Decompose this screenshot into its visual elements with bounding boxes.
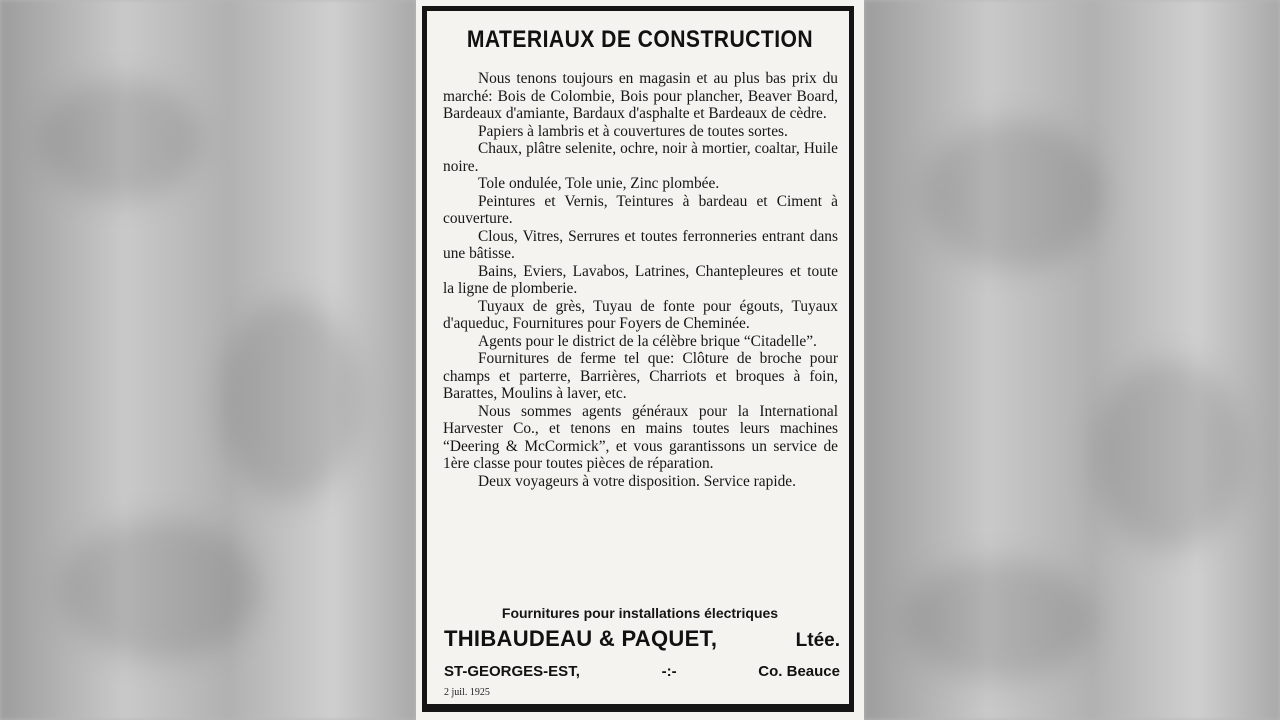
paragraph-papers: Papiers à lambris et à couvertures de toutes sortes. xyxy=(478,122,788,140)
paragraph-travelers: Deux voyageurs à votre disposition. Service rapide. xyxy=(478,472,796,490)
paragraph-brick-agents: Agents pour le district de la célèbre brique “Citadelle”. xyxy=(478,332,817,350)
paragraph-paints: Peintures et Vernis, Teintures à bardeau et Ciment à couverture. xyxy=(443,192,838,227)
company-line xyxy=(444,626,840,652)
address-line xyxy=(444,663,840,680)
electrical-supplies-line: Fournitures pour installations électriques xyxy=(501,605,779,621)
paragraph-sheet-metal: Tole ondulée, Tole unie, Zinc plombée. xyxy=(478,175,720,192)
paragraph-plumbing: Bains, Eviers, Lavabos, Latrines, Chantepleures et toute la ligne de plomberie. xyxy=(443,262,838,297)
paragraph-lime: Chaux, plâtre selenite, ochre, noir à mortier, coaltar, Huile noire. xyxy=(443,140,838,175)
paragraph-materials: Nous tenons toujours en magasin et au plus bas prix du marché: Bois de Colombie, Bois pour plancher, Beaver Board, Bardeaux d'amiante, Bardaux d'asphalte et Bardeaux de cèdre. xyxy=(443,70,838,122)
newspaper-clipping xyxy=(416,0,864,720)
blurred-background-left xyxy=(0,0,416,720)
paragraph-hardware: Clous, Vitres, Serrures et toutes ferronneries entrant dans une bâtisse. xyxy=(443,227,838,262)
paragraph-harvester: Nous sommes agents généraux pour la International Harvester Co., et tenons en mains toutes leurs machines “Deering & McCormick”, et vous garantissons un service de 1ère classe pour toutes pièces de réparation. xyxy=(443,402,838,472)
location: ST-GEORGES-EST, xyxy=(444,663,580,680)
ad-title: MATERIAUX DE CONSTRUCTION xyxy=(466,26,814,53)
county: Co. Beauce xyxy=(758,663,840,680)
blurred-background-right xyxy=(864,0,1280,720)
ad-body xyxy=(443,70,838,490)
separator: -:- xyxy=(661,663,677,680)
paragraph-farm-supplies: Fournitures de ferme tel que: Clôture de broche pour champs et parterre, Barrières, Charriots et broques à foin, Barattes, Moulins à laver, etc. xyxy=(443,350,838,402)
company-name: THIBAUDEAU & PAQUET, xyxy=(444,626,718,651)
paragraph-pipes: Tuyaux de grès, Tuyau de fonte pour égouts, Tuyaux d'aqueduc, Fournitures pour Foyers de Cheminée. xyxy=(443,297,838,332)
company-suffix: Ltée. xyxy=(795,630,840,651)
publication-date: 2 juil. 1925 xyxy=(444,687,490,698)
